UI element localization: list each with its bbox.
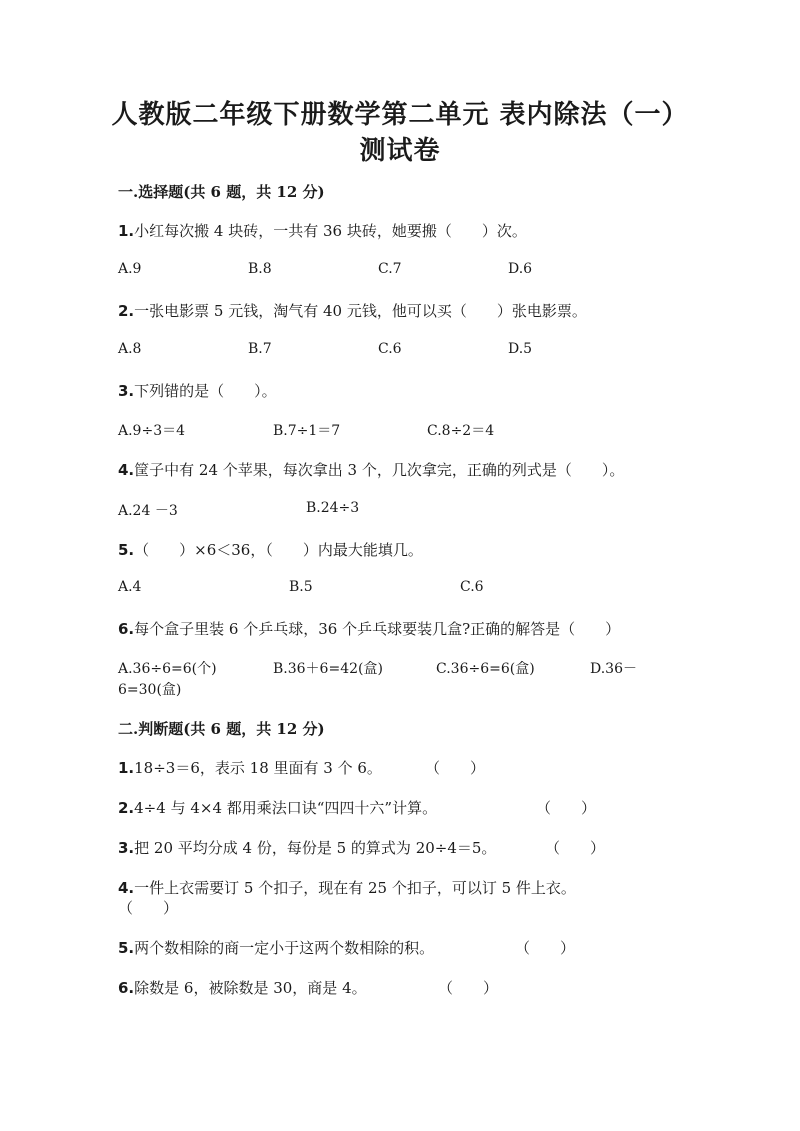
question-text: 每个盒子里装 6 个乒乓球，36 个乒乓球要装几盒?正确的解答是（ ）	[134, 620, 621, 638]
choice-2-option-a: A.8	[118, 341, 142, 357]
answer-paren[interactable]: （ ）	[515, 939, 576, 957]
choice-2-option-d: D.5	[508, 341, 533, 357]
choice-1-option-c: C.7	[378, 261, 402, 277]
choice-question-6	[118, 618, 620, 639]
question-number: 1.	[118, 759, 135, 777]
choice-question-1	[118, 220, 527, 241]
question-text: 18÷3＝6，表示 18 里面有 3 个 6。	[134, 759, 382, 777]
choice-4-option-b: B.24÷3	[306, 500, 360, 516]
question-text: 小红每次搬 4 块砖，一共有 36 块砖，她要搬（ ）次。	[134, 222, 527, 240]
page-subtitle: 测试卷	[359, 136, 441, 166]
question-text: 筐子中有 24 个苹果，每次拿出 3 个，几次拿完，正确的列式是（ ）。	[134, 461, 625, 479]
question-number: 2.	[118, 302, 135, 320]
section-heading-choice: 一.选择题(共 6 题，共 12 分)	[118, 183, 325, 201]
judge-question-6	[118, 977, 367, 998]
answer-paren[interactable]: （ ）	[118, 899, 179, 917]
answer-paren[interactable]: （ ）	[425, 759, 486, 777]
page-title: 人教版二年级下册数学第二单元 表内除法（一）	[111, 100, 689, 130]
choice-6-option-d-continued: 6=30(盒)	[118, 682, 182, 698]
question-number: 3.	[118, 839, 135, 857]
choice-1-option-a: A.9	[118, 261, 142, 277]
choice-6-option-d: D.36－	[590, 661, 637, 677]
choice-3-option-b: B.7÷1＝7	[273, 423, 341, 439]
question-text: 4÷4 与 4×4 都用乘法口诀“四四十六”计算。	[134, 799, 438, 817]
choice-4-option-a: A.24 －3	[118, 503, 178, 519]
question-number: 1.	[118, 222, 135, 240]
question-text: （ ）×6＜36，（ ）内最大能填几。	[134, 541, 423, 559]
question-number: 5.	[118, 939, 135, 957]
choice-6-option-c: C.36÷6=6(盒)	[436, 661, 535, 677]
judge-question-4	[118, 877, 576, 898]
choice-6-option-a: A.36÷6=6(个)	[118, 661, 217, 677]
choice-2-option-b: B.7	[248, 341, 272, 357]
question-text: 两个数相除的商一定小于这两个数相除的积。	[134, 939, 435, 957]
answer-paren[interactable]: （ ）	[545, 839, 606, 857]
choice-5-option-b: B.5	[289, 579, 313, 595]
choice-1-option-b: B.8	[248, 261, 272, 277]
choice-question-2	[118, 300, 587, 321]
question-text: 除数是 6，被除数是 30，商是 4。	[134, 979, 367, 997]
question-text: 下列错的是（ ）。	[134, 382, 277, 400]
choice-5-option-c: C.6	[460, 579, 484, 595]
choice-5-option-a: A.4	[118, 579, 142, 595]
judge-question-3	[118, 837, 496, 858]
question-text: 一件上衣需要订 5 个扣子，现在有 25 个扣子，可以订 5 件上衣。	[134, 879, 576, 897]
answer-paren[interactable]: （ ）	[536, 799, 597, 817]
choice-question-4	[118, 459, 624, 480]
choice-6-option-b: B.36＋6=42(盒)	[273, 661, 383, 677]
choice-3-option-a: A.9÷3＝4	[118, 423, 186, 439]
choice-3-option-c: C.8÷2＝4	[427, 423, 495, 439]
question-number: 4.	[118, 461, 135, 479]
judge-question-5	[118, 937, 434, 958]
judge-question-2	[118, 797, 437, 818]
answer-paren[interactable]: （ ）	[438, 979, 499, 997]
question-number: 6.	[118, 620, 135, 638]
question-number: 5.	[118, 541, 135, 559]
choice-1-option-d: D.6	[508, 261, 533, 277]
judge-question-1	[118, 757, 382, 778]
question-text: 一张电影票 5 元钱，淘气有 40 元钱，他可以买（ ）张电影票。	[134, 302, 587, 320]
question-number: 3.	[118, 382, 135, 400]
choice-question-3	[118, 380, 277, 401]
question-number: 2.	[118, 799, 135, 817]
choice-question-5	[118, 539, 423, 560]
choice-2-option-c: C.6	[378, 341, 402, 357]
question-number: 4.	[118, 879, 135, 897]
question-text: 把 20 平均分成 4 份，每份是 5 的算式为 20÷4＝5。	[134, 839, 497, 857]
question-number: 6.	[118, 979, 135, 997]
section-heading-judge: 二.判断题(共 6 题，共 12 分)	[118, 720, 325, 738]
